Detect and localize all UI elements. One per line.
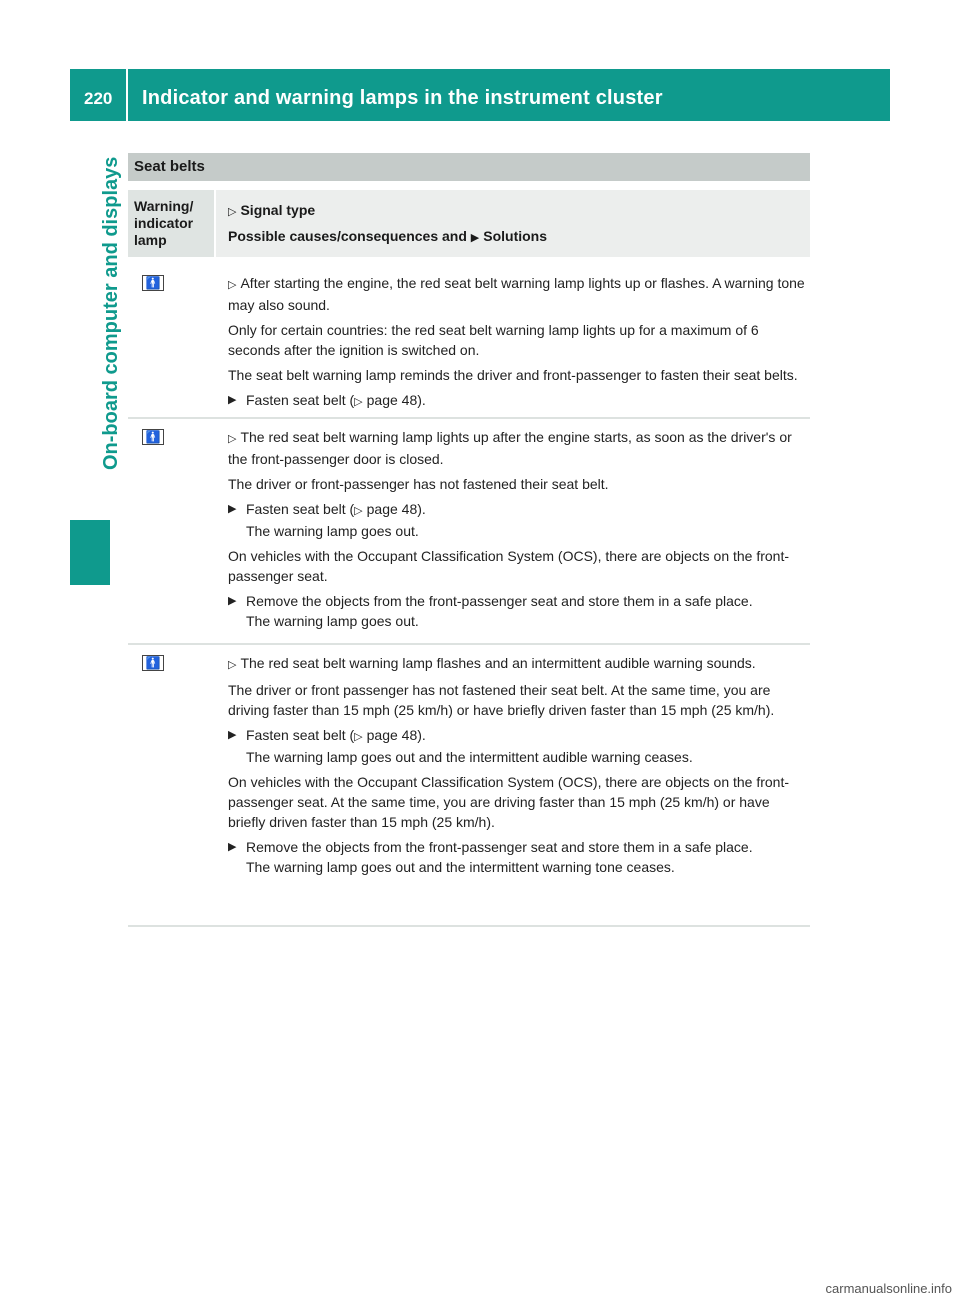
header-divider [126, 69, 128, 121]
column-header-lamp: Warning/ indicator lamp [128, 190, 214, 257]
section-header [128, 153, 810, 181]
table-header [128, 190, 810, 257]
solution-step: ▶ Fasten seat belt (▷ page 48). [228, 390, 808, 412]
row-content [228, 427, 808, 636]
seat-belt-warning-icon: 🚹 [142, 429, 164, 445]
signal-text: The red seat belt warning lamp lights up after the engine starts, as soon as the driver's or the front-passenger door is closed. [228, 429, 792, 467]
signal-type-label: Signal type [240, 202, 316, 218]
solution-arrow-icon: ▶ [228, 729, 237, 741]
page-header [70, 69, 890, 121]
result-text: The warning lamp goes out and the intermittent audible warning ceases. [246, 749, 693, 765]
page-reference-link[interactable]: page 48). [366, 501, 426, 517]
solution-step: ▶ Fasten seat belt (▷ page 48). The warning lamp goes out and the intermittent audible warning ceases. [228, 727, 693, 765]
solutions-label: Solutions [483, 228, 548, 244]
row-content [228, 653, 808, 882]
result-text: The warning lamp goes out and the intermittent warning tone ceases. [246, 859, 675, 875]
section-title: Seat belts [134, 158, 205, 175]
solution-step: ▶ Remove the objects from the front-passenger seat and store them in a safe place. The warning lamp goes out and the intermittent warning tone ceases. [228, 839, 753, 875]
signal-text: After starting the engine, the red seat belt warning lamp lights up or flashes. A warning tone may also sound. [228, 275, 805, 313]
info-text: The driver or front passenger has not fastened their seat belt. At the same time, you are driving faster than 15 mph (25 km/h) or have briefly driven faster than 15 mph (25 km/h). [228, 682, 775, 718]
side-tab-label: On-board computer and displays [100, 156, 122, 470]
triangle-icon: ▷ [228, 659, 237, 671]
page-reference-link[interactable]: page 48). [366, 727, 426, 743]
causes-label: Possible causes/consequences and [228, 228, 467, 244]
result-text: The warning lamp goes out. [246, 523, 419, 539]
info-text: The seat belt warning lamp reminds the driver and front-passenger to fasten their seat belts. [228, 367, 798, 383]
solution-step: ▶ Fasten seat belt (▷ page 48). The warning lamp goes out. [228, 501, 426, 539]
seat-belt-warning-icon: 🚹 [142, 655, 164, 671]
signal-text: The red seat belt warning lamp flashes and an intermittent audible warning sounds. [240, 655, 756, 671]
arrow-icon: ▶ [470, 232, 480, 244]
page-ref-icon: ▷ [354, 731, 363, 743]
table-row [128, 419, 810, 645]
table-row [128, 645, 810, 927]
solution-arrow-icon: ▶ [228, 595, 237, 607]
info-text: Only for certain countries: the red seat belt warning lamp lights up for a maximum of 6 seconds after the ignition is switched on. [228, 322, 759, 358]
solution-arrow-icon: ▶ [228, 841, 237, 853]
info-text: On vehicles with the Occupant Classification System (OCS), there are objects on the front-passenger seat. At the same time, you are driving faster than 15 mph (25 km/h) or have briefly driven faster than 15 mph (25 km/h). [228, 774, 790, 830]
info-text: The driver or front-passenger has not fastened their seat belt. [228, 476, 609, 492]
page-ref-icon: ▷ [354, 396, 363, 408]
page-ref-icon: ▷ [354, 505, 363, 517]
page-reference-link[interactable]: page 48). [366, 392, 426, 408]
row-content [228, 273, 808, 417]
side-tab-marker [70, 520, 110, 585]
info-text: On vehicles with the Occupant Classification System (OCS), there are objects on the front-passenger seat. [228, 548, 790, 584]
footer-watermark: carmanualsonline.info [825, 1281, 952, 1296]
table-row [128, 265, 810, 419]
solution-step: ▶ Remove the objects from the front-passenger seat and store them in a safe place. The warning lamp goes out. [228, 593, 753, 629]
column-header-description [216, 190, 810, 257]
solution-arrow-icon: ▶ [228, 394, 237, 406]
seat-belt-warning-icon: 🚹 [142, 275, 164, 291]
solution-arrow-icon: ▶ [228, 503, 237, 515]
result-text: The warning lamp goes out. [246, 613, 419, 629]
triangle-icon: ▷ [228, 433, 237, 445]
page-title: Indicator and warning lamps in the instrument cluster [142, 87, 663, 109]
triangle-icon: ▷ [228, 206, 237, 218]
page-number: 220 [84, 89, 113, 108]
triangle-icon: ▷ [228, 279, 237, 291]
